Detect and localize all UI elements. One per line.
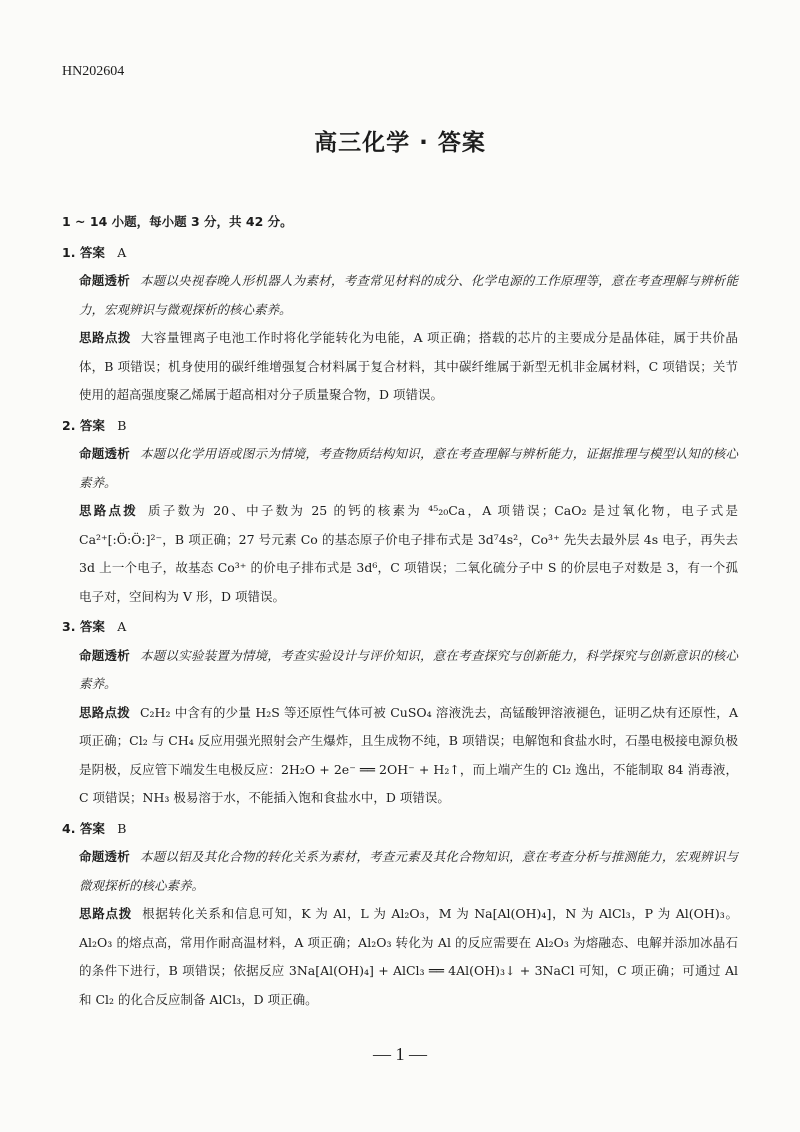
hint-text: 质子数为 20、中子数为 25 的钙的核素为 ⁴⁵₂₀Ca，A 项错误；CaO₂ 是过氧化物，电子式是 Ca²⁺[:Ö:Ö:]²⁻，B 项正确；27 号元素 Co 的基态原子价电子排布式是 3d⁷4s²，Co³⁺ 先失去最外层 4s 电子，再失去 3d 上一个电子，故基态 Co³⁺ 的价电子排布式是 3d⁶，C 项错误；二氧化硫分子中 S 的价层电子对数是 3，有一个孤电子对，空间构为 V 形，D 项错误。: [79, 503, 738, 604]
answer-label: 答案: [79, 244, 105, 260]
question-number: 2.: [62, 417, 76, 433]
document-code: HN202604: [62, 64, 125, 79]
answer-value: B: [117, 820, 127, 836]
question-header: [62, 239, 738, 268]
answer-value: A: [117, 244, 127, 260]
question-2: [62, 412, 738, 612]
section-intro: 1 ~ 14 小题，每小题 3 分，共 42 分。: [62, 214, 293, 229]
question-header: [62, 412, 738, 441]
analysis-text: 本题以化学用语或图示为情境，考查物质结构知识，意在考查理解与辨析能力，证据推理与模型认知的核心素养。: [79, 446, 738, 490]
question-number: 4.: [62, 820, 76, 836]
analysis-label: 命题透析: [79, 647, 130, 663]
analysis-label: 命题透析: [79, 446, 130, 461]
question-3: [62, 613, 738, 813]
analysis-paragraph: [62, 642, 738, 699]
answer-value: B: [117, 417, 127, 433]
page-number: — 1 —: [373, 1044, 427, 1064]
analysis-paragraph: [62, 440, 738, 497]
question-number: 3.: [62, 619, 76, 634]
question-4: [62, 815, 738, 1015]
analysis-paragraph: [62, 267, 738, 324]
answer-label: 答案: [79, 619, 105, 634]
analysis-paragraph: [62, 843, 738, 900]
hint-paragraph: [62, 324, 738, 410]
question-1: [62, 239, 738, 410]
hint-label: 思路点拨: [79, 503, 138, 518]
question-header: [62, 613, 738, 642]
hint-paragraph: [62, 497, 738, 611]
hint-text: 大容量锂离子电池工作时将化学能转化为电能，A 项正确；搭载的芯片的主要成分是晶体硅，属于共价晶体，B 项错误；机身使用的碳纤维增强复合材料属于复合材料，其中碳纤维属于新型无机非金属材料，C 项错误；关节使用的超高强度聚乙烯属于超高相对分子质量聚合物，D 项错误。: [79, 330, 738, 402]
page-title: 高三化学 · 答案: [314, 130, 486, 156]
hint-label: 思路点拨: [79, 704, 130, 720]
analysis-text: 本题以实验装置为情境，考查实验设计与评价知识，意在考查探究与创新能力，科学探究与创新意识的核心素养。: [79, 647, 738, 691]
answer-value: A: [117, 619, 127, 634]
hint-text: C₂H₂ 中含有的少量 H₂S 等还原性气体可被 CuSO₄ 溶液洗去，高锰酸钾溶液褪色，证明乙炔有还原性，A 项正确；Cl₂ 与 CH₄ 反应用强光照射会产生爆炸，且生成物不纯，B 项错误；电解饱和食盐水时，石墨电极接电源负极是阴极，反应管下端发生电极反应：2H₂O + 2e⁻ ══ 2OH⁻ + H₂↑，而上端产生的 Cl₂ 逸出，不能制取 84 消毒液，C 项错误；NH₃ 极易溶于水，不能插入饱和食盐水中，D 项错误。: [79, 704, 738, 805]
analysis-label: 命题透析: [79, 849, 130, 864]
analysis-label: 命题透析: [79, 273, 130, 288]
question-number: 1.: [62, 244, 76, 260]
hint-paragraph: [62, 900, 738, 1014]
hint-label: 思路点拨: [79, 906, 133, 921]
hint-paragraph: [62, 699, 738, 813]
answer-label: 答案: [79, 417, 105, 433]
hint-text: 根据转化关系和信息可知，K 为 Al，L 为 Al₂O₃，M 为 Na[Al(OH)₄]，N 为 AlCl₃，P 为 Al(OH)₃。Al₂O₃ 的熔点高，常用作耐高温材料，A 项正确；Al₂O₃ 转化为 Al 的反应需要在 Al₂O₃ 为熔融态、电解并添加冰晶石的条件下进行，B 项错误；依据反应 3Na[Al(OH)₄] + AlCl₃ ══ 4Al(OH)₃↓ + 3NaCl 可知，C 项正确；可通过 Al 和 Cl₂ 的化合反应制备 AlCl₃，D 项正确。: [79, 906, 738, 1007]
analysis-text: 本题以央视春晚人形机器人为素材，考查常见材料的成分、化学电源的工作原理等，意在考查理解与辨析能力，宏观辨识与微观探析的核心素养。: [79, 273, 738, 317]
hint-label: 思路点拨: [79, 330, 131, 345]
analysis-text: 本题以铝及其化合物的转化关系为素材，考查元素及其化合物知识，意在考查分析与推测能力，宏观辨识与微观探析的核心素养。: [79, 849, 738, 893]
question-header: [62, 815, 738, 844]
answer-content: [62, 208, 738, 1014]
answer-label: 答案: [79, 820, 105, 836]
